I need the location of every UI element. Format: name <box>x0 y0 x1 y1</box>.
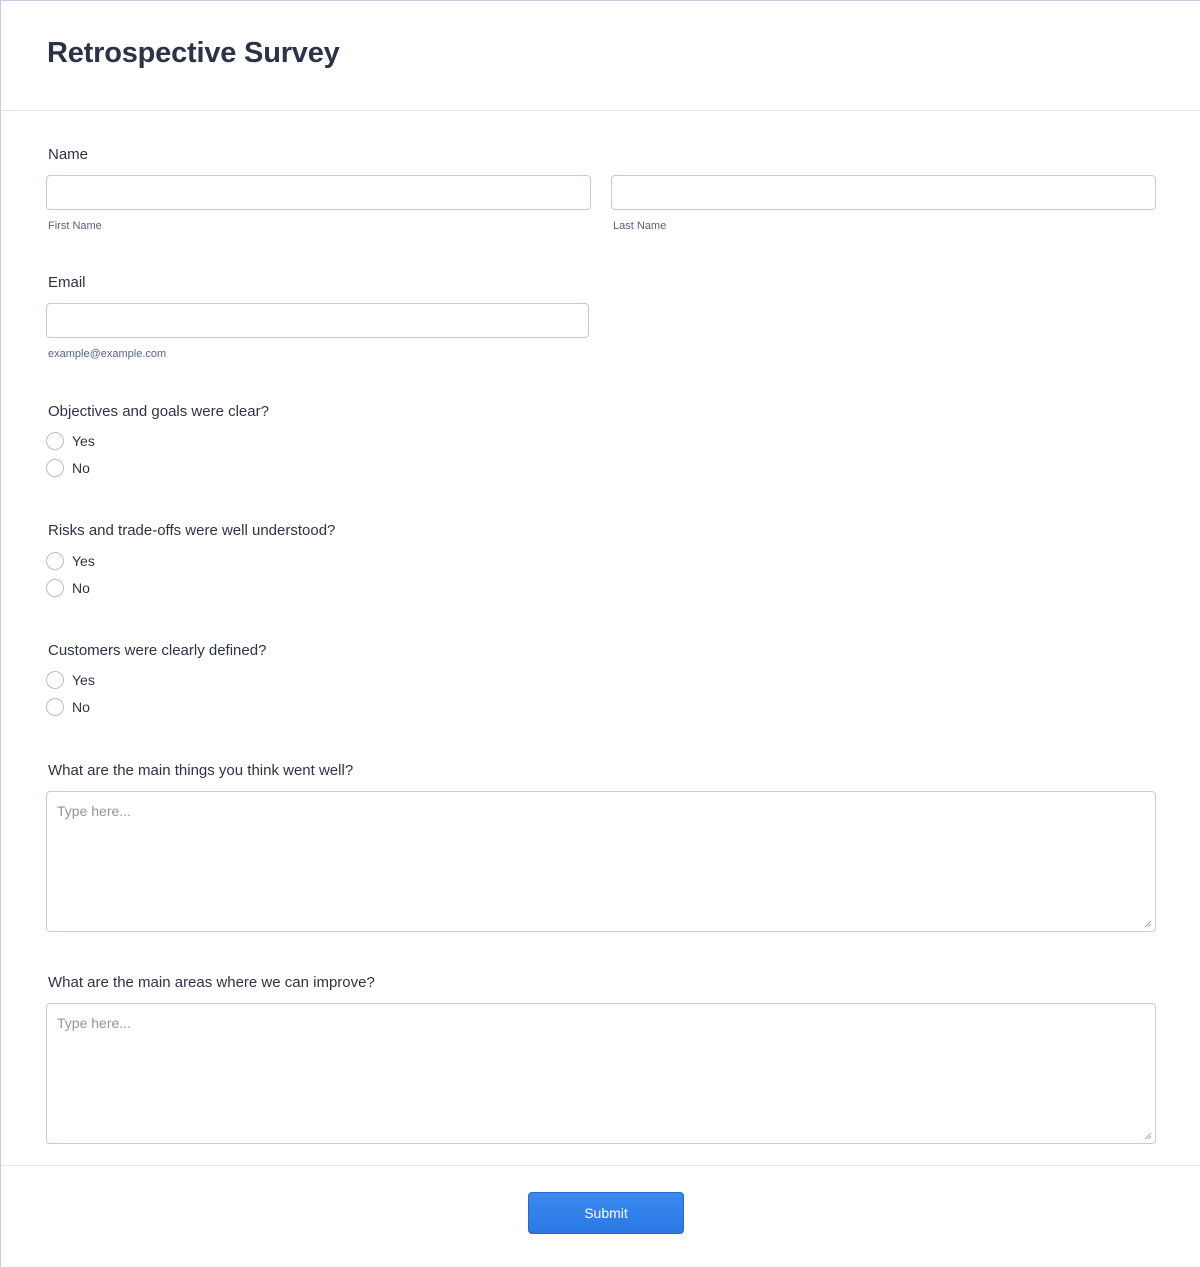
last-name-input[interactable] <box>611 175 1156 210</box>
question-objectives-label: Objectives and goals were clear? <box>48 403 269 420</box>
radio-button[interactable] <box>46 579 64 597</box>
footer-divider <box>1 1165 1200 1166</box>
question-risks-label: Risks and trade-offs were well understood? <box>48 522 336 539</box>
radio-option-label[interactable]: Yes <box>72 672 95 688</box>
radio-button[interactable] <box>46 698 64 716</box>
radio-button[interactable] <box>46 459 64 477</box>
last-name-sublabel: Last Name <box>613 220 667 232</box>
radio-option-objectives-yes[interactable] <box>46 431 95 451</box>
improve-placeholder: Type here... <box>57 1015 131 1031</box>
email-sublabel: example@example.com <box>48 348 167 360</box>
first-name-sublabel: First Name <box>48 220 102 232</box>
radio-option-customers-yes[interactable] <box>46 670 95 690</box>
radio-option-label[interactable]: No <box>72 580 90 596</box>
email-input[interactable] <box>46 303 589 338</box>
radio-option-risks-no[interactable] <box>46 578 90 598</box>
improve-textarea[interactable] <box>46 1003 1156 1144</box>
resize-handle-icon[interactable] <box>1144 920 1152 928</box>
form-header <box>1 1 1200 111</box>
radio-option-label[interactable]: Yes <box>72 553 95 569</box>
radio-button[interactable] <box>46 552 64 570</box>
form-title: Retrospective Survey <box>47 37 340 69</box>
went-well-placeholder: Type here... <box>57 803 131 819</box>
question-customers-label: Customers were clearly defined? <box>48 642 267 659</box>
submit-button[interactable]: Submit <box>528 1192 684 1234</box>
resize-handle-icon[interactable] <box>1144 1132 1152 1140</box>
radio-button[interactable] <box>46 432 64 450</box>
radio-button[interactable] <box>46 671 64 689</box>
went-well-label: What are the main things you think went well? <box>48 762 354 779</box>
radio-option-objectives-no[interactable] <box>46 458 90 478</box>
first-name-input[interactable] <box>46 175 591 210</box>
radio-option-label[interactable]: No <box>72 699 90 715</box>
radio-option-customers-no[interactable] <box>46 697 90 717</box>
radio-option-risks-yes[interactable] <box>46 551 95 571</box>
radio-option-label[interactable]: No <box>72 460 90 476</box>
improve-label: What are the main areas where we can improve? <box>48 974 375 991</box>
radio-option-label[interactable]: Yes <box>72 433 95 449</box>
name-label: Name <box>48 146 89 163</box>
went-well-textarea[interactable] <box>46 791 1156 932</box>
email-label: Email <box>48 274 86 291</box>
